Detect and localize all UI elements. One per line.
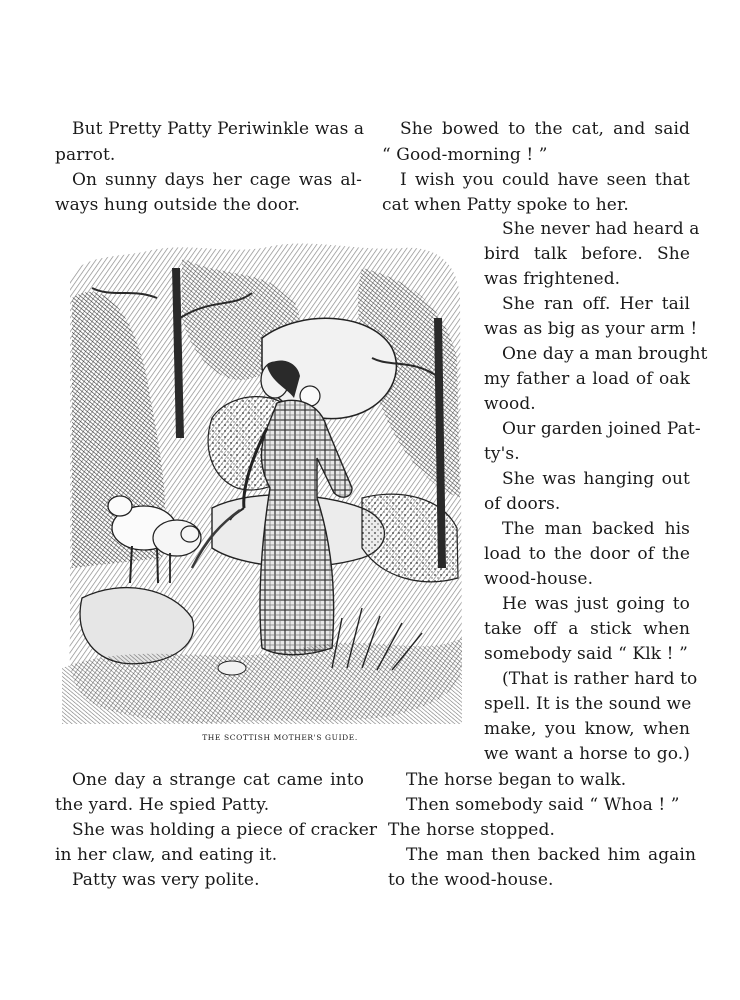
text-line: “ Good-morning ! ” <box>382 145 548 165</box>
text-line: The horse began to walk. <box>406 770 627 790</box>
text-line: On sunny days her cage was al- <box>72 170 362 190</box>
text-line: I wish you could have seen that <box>400 170 690 190</box>
text-line: wood. <box>484 394 536 414</box>
text-line: to the wood-house. <box>388 870 554 890</box>
text-line: She bowed to the cat, and said <box>400 119 690 139</box>
text-line: She was hanging out <box>502 469 690 489</box>
text-line: Patty was very polite. <box>72 870 260 890</box>
text-line: cat when Patty spoke to her. <box>382 195 629 215</box>
text-line: the yard. He spied Patty. <box>55 795 270 815</box>
text-line: The horse stopped. <box>388 820 555 840</box>
text-line: wood-house. <box>484 569 594 589</box>
text-line: ways hung outside the door. <box>55 195 301 215</box>
text-line: load to the door of the <box>484 544 690 564</box>
text-line: take off a stick when <box>484 619 690 639</box>
text-line: was as big as your arm ! <box>484 319 698 339</box>
text-line: ty's. <box>484 444 520 464</box>
text-line: in her claw, and eating it. <box>55 845 278 865</box>
text-line: bird talk before. She <box>484 244 690 264</box>
text-line: we want a horse to go.) <box>484 744 690 764</box>
text-line: The man then backed him again <box>406 845 696 865</box>
text-line: of doors. <box>484 494 561 514</box>
text-line: The man backed his <box>502 519 690 539</box>
text-line: She was holding a piece of cracker <box>72 820 378 840</box>
text-line: spell. It is the sound we <box>484 694 692 714</box>
text-line: was frightened. <box>484 269 621 289</box>
text-line: somebody said “ Klk ! ” <box>484 644 688 664</box>
text-line: He was just going to <box>502 594 690 614</box>
text-line: (That is rather hard to <box>502 669 698 689</box>
text-line: She ran off. Her tail <box>502 294 690 314</box>
woodcut-illustration <box>62 238 464 724</box>
figure-caption: THE SCOTTISH MOTHER'S GUIDE. <box>202 733 358 742</box>
text-line: She never had heard a <box>502 219 700 239</box>
text-line: Then somebody said “ Whoa ! ” <box>406 795 680 815</box>
text-line: But Pretty Patty Periwinkle was a <box>72 119 365 139</box>
text-line: One day a man brought <box>502 344 708 364</box>
text-line: parrot. <box>55 145 116 165</box>
text-line: make, you know, when <box>484 719 690 739</box>
text-line: my father a load of oak <box>484 369 690 389</box>
text-line: One day a strange cat came into <box>72 770 364 790</box>
text-line: Our garden joined Pat- <box>502 419 701 439</box>
